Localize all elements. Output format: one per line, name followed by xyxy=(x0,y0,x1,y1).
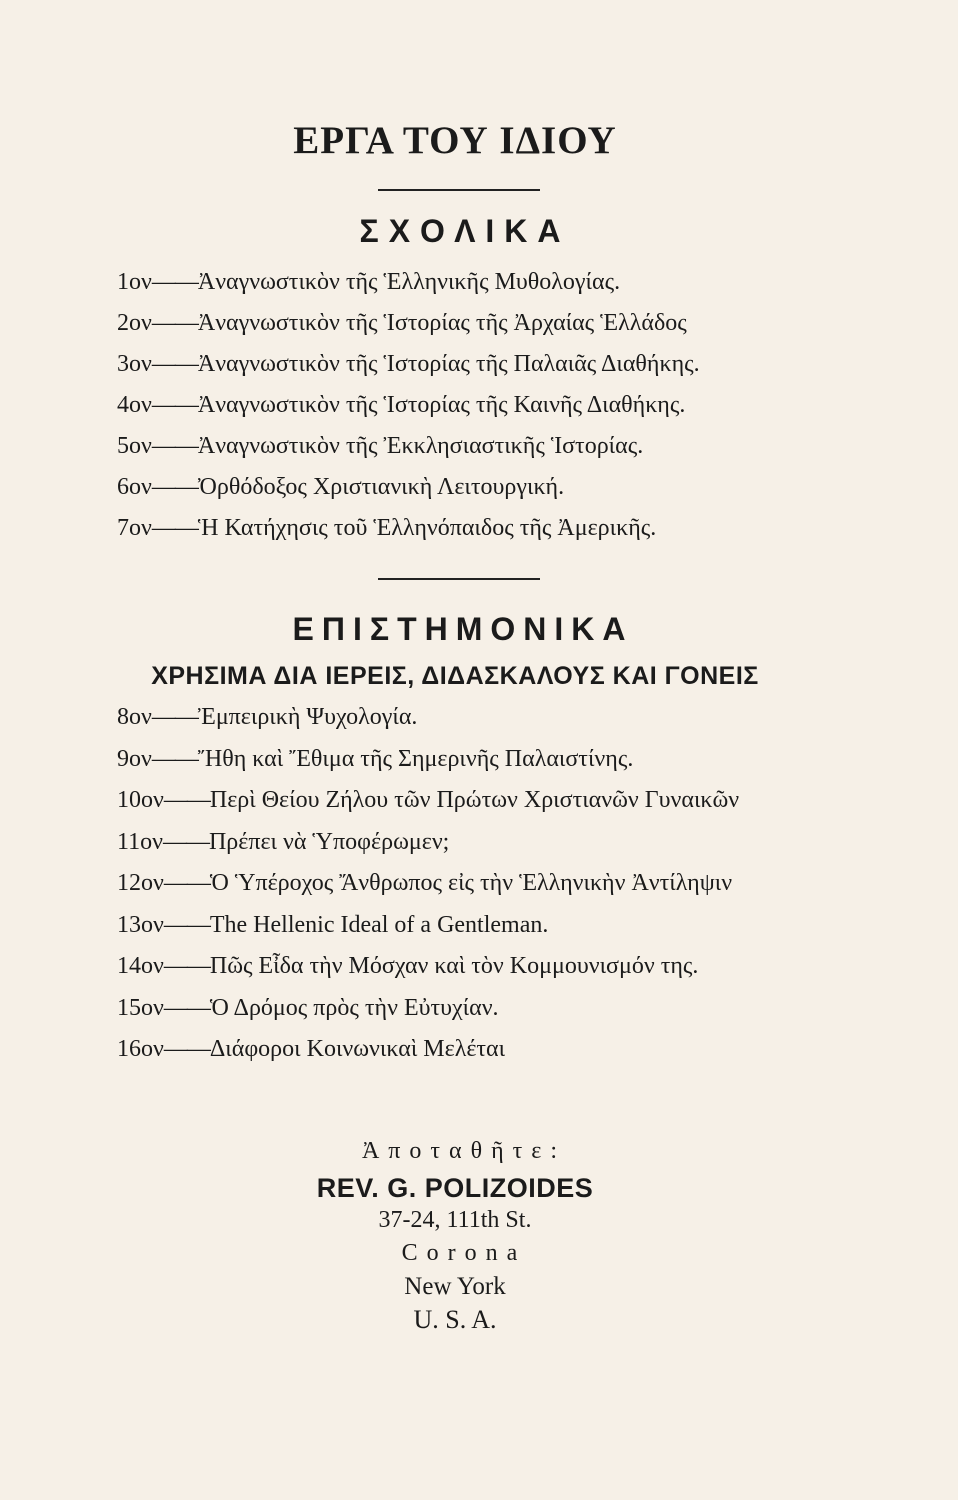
item-number: 7ον xyxy=(117,515,152,541)
dash: —— xyxy=(162,828,209,855)
dash: —— xyxy=(151,392,198,418)
list-item xyxy=(117,780,739,822)
dash: —— xyxy=(151,474,198,500)
item-title: Ἀναγνωστικὸν τῆς Ἱστορίας τῆς Καινῆς Διαθήκης. xyxy=(197,392,686,418)
list-item xyxy=(117,988,739,1030)
item-number: 16ον xyxy=(117,1036,164,1062)
item-title: Πρέπει νὰ Ὑποφέρωμεν; xyxy=(208,828,450,855)
dash: —— xyxy=(151,433,198,459)
item-number: 15ον xyxy=(117,994,164,1021)
item-title: Ἀναγνωστικὸν τῆς Ἱστορίας τῆς Παλαιᾶς Διαθήκης. xyxy=(197,351,700,377)
dash: —— xyxy=(163,870,210,896)
dash: —— xyxy=(151,704,198,730)
list-item xyxy=(117,863,739,905)
address-country: U. S. A. xyxy=(413,1305,497,1334)
item-number: 14ον xyxy=(117,953,164,979)
item-number: 6ον xyxy=(117,474,152,500)
item-title: Ἀναγνωστικὸν τῆς Ἐκκλησιαστικῆς Ἱστορίας. xyxy=(197,433,644,459)
item-title: Ἐμπειρικὴ Ψυχολογία. xyxy=(197,704,418,730)
science-section-subheading: ΧΡΗΣΙΜΑ ΔΙΑ ΙΕΡΕΙΣ, ΔΙΔΑΣΚΑΛΟΥΣ ΚΑΙ ΓΟΝΕΙΣ xyxy=(151,662,759,690)
item-number: 11ον xyxy=(117,828,163,855)
item-title: Ἀναγνωστικὸν τῆς Ἱστορίας τῆς Ἀρχαίας Ἑλλάδος xyxy=(197,310,687,336)
item-number: 10ον xyxy=(117,787,164,813)
address-name: REV. G. POLIZOIDES xyxy=(316,1173,594,1203)
dash: —— xyxy=(163,994,210,1021)
list-item xyxy=(117,426,700,467)
dash: —— xyxy=(163,1036,210,1062)
list-item xyxy=(117,905,739,947)
item-title: The Hellenic Ideal of a Gentleman. xyxy=(209,911,549,938)
address-city: Corona xyxy=(401,1240,527,1266)
list-item xyxy=(117,508,700,549)
list-item xyxy=(117,822,739,864)
list-item xyxy=(117,946,739,988)
item-number: 4ον xyxy=(117,392,152,418)
item-title: Διάφοροι Κοινωνικαὶ Μελέται xyxy=(209,1036,506,1062)
item-title: Ἤθη καὶ Ἔθιμα τῆς Σημερινῆς Παλαιστίνης. xyxy=(197,745,634,772)
page-title: ΕΡΓΑ ΤΟΥ ΙΔΙΟΥ xyxy=(293,119,617,162)
item-title: Πῶς Εἶδα τὴν Μόσχαν καὶ τὸν Κομμουνισμόν της. xyxy=(209,953,699,979)
list-item xyxy=(117,385,700,426)
dash: —— xyxy=(163,911,210,938)
science-section-heading: ΕΠΙΣΤΗΜΟΝΙΚΑ xyxy=(292,611,634,647)
item-number: 9ον xyxy=(117,745,152,772)
item-title: Ἡ Κατήχησις τοῦ Ἑλληνόπαιδος τῆς Ἀμερικῆς. xyxy=(197,515,657,541)
item-number: 3ον xyxy=(117,351,152,377)
item-number: 2ον xyxy=(117,310,152,336)
dash: —— xyxy=(151,310,198,336)
dash: —— xyxy=(151,515,198,541)
school-books-list xyxy=(117,262,700,549)
divider-rule xyxy=(378,189,540,191)
dash: —— xyxy=(151,269,198,295)
school-section-heading: ΣΧΟΛΙΚΑ xyxy=(359,213,571,249)
address-label: Ἀποταθῆτε: xyxy=(361,1138,567,1164)
list-item xyxy=(117,739,739,781)
item-number: 5ον xyxy=(117,433,152,459)
list-item xyxy=(117,467,700,508)
item-title: Ἀναγνωστικὸν τῆς Ἑλληνικῆς Μυθολογίας. xyxy=(197,269,621,295)
address-state: New York xyxy=(404,1273,506,1300)
item-number: 12ον xyxy=(117,870,164,896)
item-number: 13ον xyxy=(117,911,164,938)
dash: —— xyxy=(163,787,210,813)
list-item xyxy=(117,697,739,739)
item-number: 1ον xyxy=(117,269,152,295)
item-title: Ὀρθόδοξος Χριστιανικὴ Λειτουργική. xyxy=(197,474,565,500)
list-item xyxy=(117,1029,739,1071)
dash: —— xyxy=(163,953,210,979)
divider-rule xyxy=(378,578,540,580)
list-item xyxy=(117,344,700,385)
item-title: Περὶ Θείου Ζήλου τῶν Πρώτων Χριστιανῶν Γυναικῶν xyxy=(209,787,740,813)
science-books-list xyxy=(117,697,739,1071)
item-number: 8ον xyxy=(117,704,152,730)
dash: —— xyxy=(151,745,198,772)
item-title: Ὁ Δρόμος πρὸς τὴν Εὐτυχίαν. xyxy=(209,994,499,1021)
address-street: 37-24, 111th St. xyxy=(378,1207,532,1233)
list-item xyxy=(117,303,700,344)
dash: —— xyxy=(151,351,198,377)
item-title: Ὁ Ὑπέροχος Ἄνθρωπος εἰς τὴν Ἑλληνικὴν Ἀντίληψιν xyxy=(209,870,733,896)
list-item xyxy=(117,262,700,303)
